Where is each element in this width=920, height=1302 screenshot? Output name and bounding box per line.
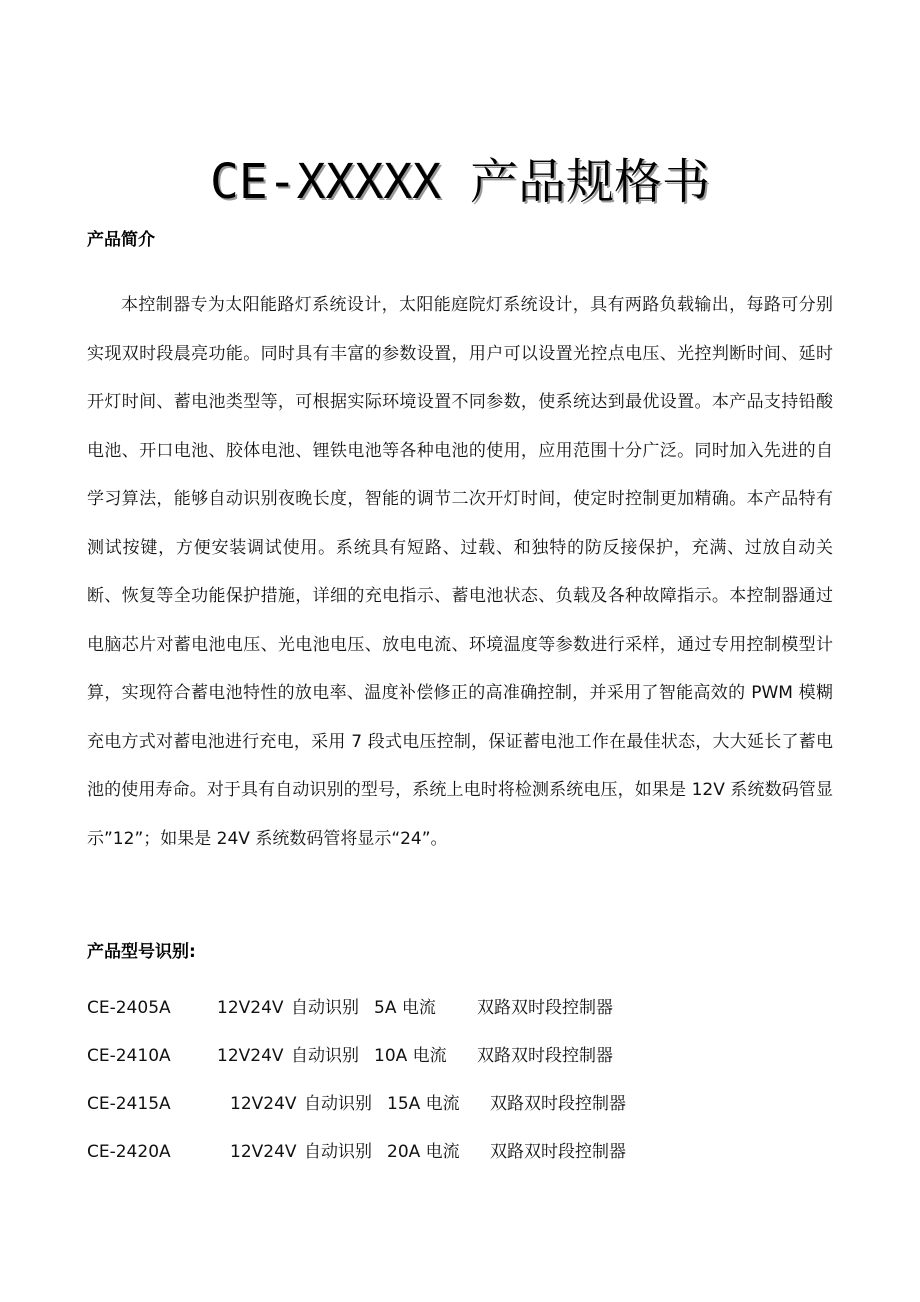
model-voltage: 12V24V bbox=[217, 998, 284, 1018]
model-code: CE-2415A bbox=[87, 1094, 171, 1114]
model-type: 双路双时段控制器 bbox=[490, 1142, 626, 1162]
models-heading: 产品型号识别: bbox=[87, 942, 196, 962]
model-current: 15A 电流 bbox=[387, 1094, 460, 1114]
model-list bbox=[87, 990, 833, 1182]
model-voltage: 12V24V bbox=[230, 1142, 297, 1162]
model-row bbox=[87, 1086, 833, 1134]
model-current: 5A 电流 bbox=[374, 998, 436, 1018]
model-auto-detect: 自动识别 bbox=[304, 1142, 372, 1162]
model-auto-detect: 自动识别 bbox=[291, 1046, 359, 1066]
model-code: CE-2405A bbox=[87, 998, 171, 1018]
model-auto-detect: 自动识别 bbox=[291, 998, 359, 1018]
model-current: 10A 电流 bbox=[374, 1046, 447, 1066]
model-code: CE-2420A bbox=[87, 1142, 171, 1162]
model-voltage: 12V24V bbox=[230, 1094, 297, 1114]
model-row bbox=[87, 990, 833, 1038]
intro-paragraph: 本控制器专为太阳能路灯系统设计，太阳能庭院灯系统设计，具有两路负载输出，每路可分别实现双时段晨亮功能。同时具有丰富的参数设置，用户可以设置光控点电压、光控判断时间、延时开灯时间、蓄电池类型等，可根据实际环境设置不同参数，使系统达到最优设置。本产品支持铅酸电池、开口电池、胶体电池、锂铁电池等各种电池的使用，应用范围十分广泛。同时加入先进的自学习算法，能够自动识别夜晚长度，智能的调节二次开灯时间，使定时控制更加精确。本产品特有测试按键，方便安装调试使用。系统具有短路、过载、和独特的防反接保护，充满、过放自动关断、恢复等全功能保护措施，详细的充电指示、蓄电池状态、负载及各种故障指示。本控制器通过电脑芯片对蓄电池电压、光电池电压、放电电流、环境温度等参数进行采样，通过专用控制模型计算，实现符合蓄电池特性的放电率、温度补偿修正的高准确控制，并采用了智能高效的 PWM 模糊充电方式对蓄电池进行充电，采用 7 段式电压控制，保证蓄电池工作在最佳状态，大大延长了蓄电池的使用寿命。对于具有自动识别的型号，系统上电时将检测系统电压，如果是 12V 系统数码管显示”12”；如果是 24V 系统数码管将显示“24”。 bbox=[87, 295, 833, 849]
model-row bbox=[87, 1134, 833, 1182]
model-type: 双路双时段控制器 bbox=[490, 1094, 626, 1114]
model-voltage: 12V24V bbox=[217, 1046, 284, 1066]
intro-heading: 产品简介 bbox=[87, 230, 155, 250]
model-auto-detect: 自动识别 bbox=[304, 1094, 372, 1114]
model-row bbox=[87, 1038, 833, 1086]
model-current: 20A 电流 bbox=[387, 1142, 460, 1162]
model-type: 双路双时段控制器 bbox=[477, 1046, 613, 1066]
page-title: CE-XXXXX 产品规格书 bbox=[209, 154, 711, 211]
model-type: 双路双时段控制器 bbox=[477, 998, 613, 1018]
model-code: CE-2410A bbox=[87, 1046, 171, 1066]
